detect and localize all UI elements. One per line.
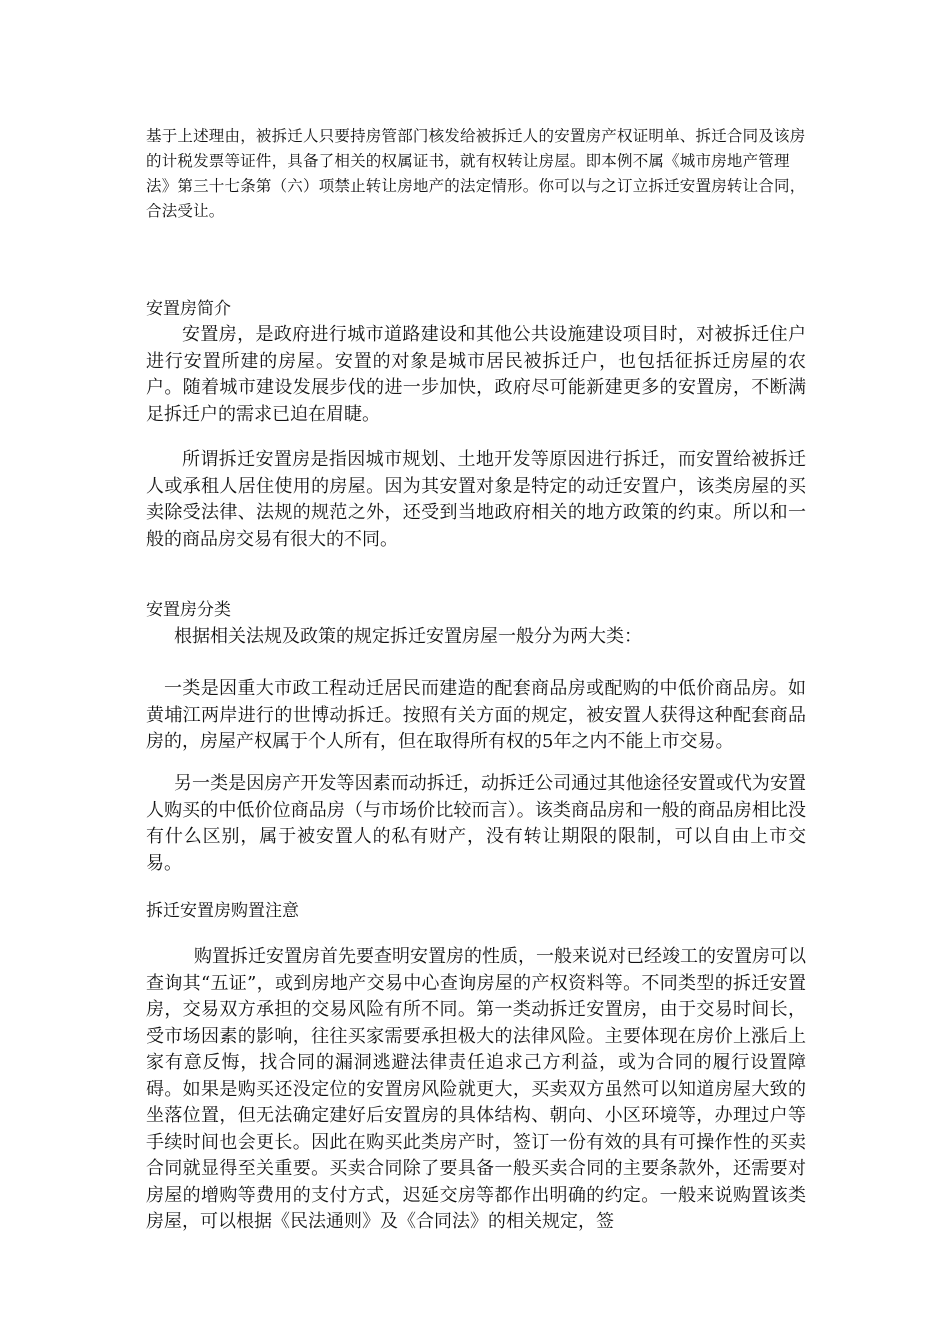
section-heading-purchase-notes: 拆迁安置房购置注意	[146, 901, 299, 921]
section1-paragraph-1: 安置房，是政府进行城市道路建设和其他公共设施建设项目时，对被拆迁住户进行安置所建的房屋。安置的对象是城市居民被拆迁户，也包括征拆迁房屋的农户。随着城市建设发展步伐的进一步加快，政府尽可能新建更多的安置房，不断满足拆迁户的需求已迫在眉睫。	[146, 324, 806, 425]
section2-paragraph-2: 一类是因重大市政工程动迁居民而建造的配套商品房或配购的中低价商品房。如黄埔江两岸进行的世博动拆迁。按照有关方面的规定，被安置人获得这种配套商品房的，房屋产权属于个人所有，但在取得所有权的5年之内不能上市交易。	[146, 678, 806, 752]
section2-paragraph-1: 根据相关法规及政策的规定拆迁安置房屋一般分为两大类：	[174, 626, 642, 647]
section1-paragraph-2: 所谓拆迁安置房是指因城市规划、土地开发等原因进行拆迁，而安置给被拆迁人或承租人居住使用的房屋。因为其安置对象是特定的动迁安置户，该类房屋的买卖除受法律、法规的规范之外，还受到当地政府相关的地方政策的约束。所以和一般的商品房交易有很大的不同。	[146, 449, 806, 550]
section-heading-introduction: 安置房简介	[146, 299, 231, 319]
section3-paragraph-1: 购置拆迁安置房首先要查明安置房的性质，一般来说对已经竣工的安置房可以查询其“五证”，或到房地产交易中心查询房屋的产权资料等。不同类型的拆迁安置房，交易双方承担的交易风险有所不同。第一类动拆迁安置房，由于交易时间长，受市场因素的影响，往往买家需要承担极大的法律风险。主要体现在房价上涨后上家有意反悔，找合同的漏洞逃避法律责任追求己方利益，或为合同的履行设置障碍。如果是购买还没定位的安置房风险就更大，买卖双方虽然可以知道房屋大致的坐落位置，但无法确定建好后安置房的具体结构、朝向、小区环境等，办理过户等手续时间也会更长。因此在购买此类房产时，签订一份有效的具有可操作性的买卖合同就显得至关重要。买卖合同除了要具备一般买卖合同的主要条款外，还需要对房屋的增购等费用的支付方式，迟延交房等都作出明确的约定。一般来说购置该类房屋，可以根据《民法通则》及《合同法》的相关规定，签	[146, 946, 806, 1232]
section2-paragraph-3: 另一类是因房产开发等因素而动拆迁，动拆迁公司通过其他途径安置或代为安置人购买的中低价位商品房（与市场价比较而言）。该类商品房和一般的商品房相比没有什么区别，属于被安置人的私有财产，没有转让期限的限制，可以自由上市交易。	[146, 773, 806, 874]
intro-paragraph: 基于上述理由，被拆迁人只要持房管部门核发给被拆迁人的安置房产权证明单、拆迁合同及该房的计税发票等证件，具备了相关的权属证书，就有权转让房屋。即本例不属《城市房地产管理法》第三十七条第（六）项禁止转让房地产的法定情形。你可以与之订立拆迁安置房转让合同，合法受让。	[146, 127, 806, 220]
section-heading-classification: 安置房分类	[146, 600, 231, 620]
